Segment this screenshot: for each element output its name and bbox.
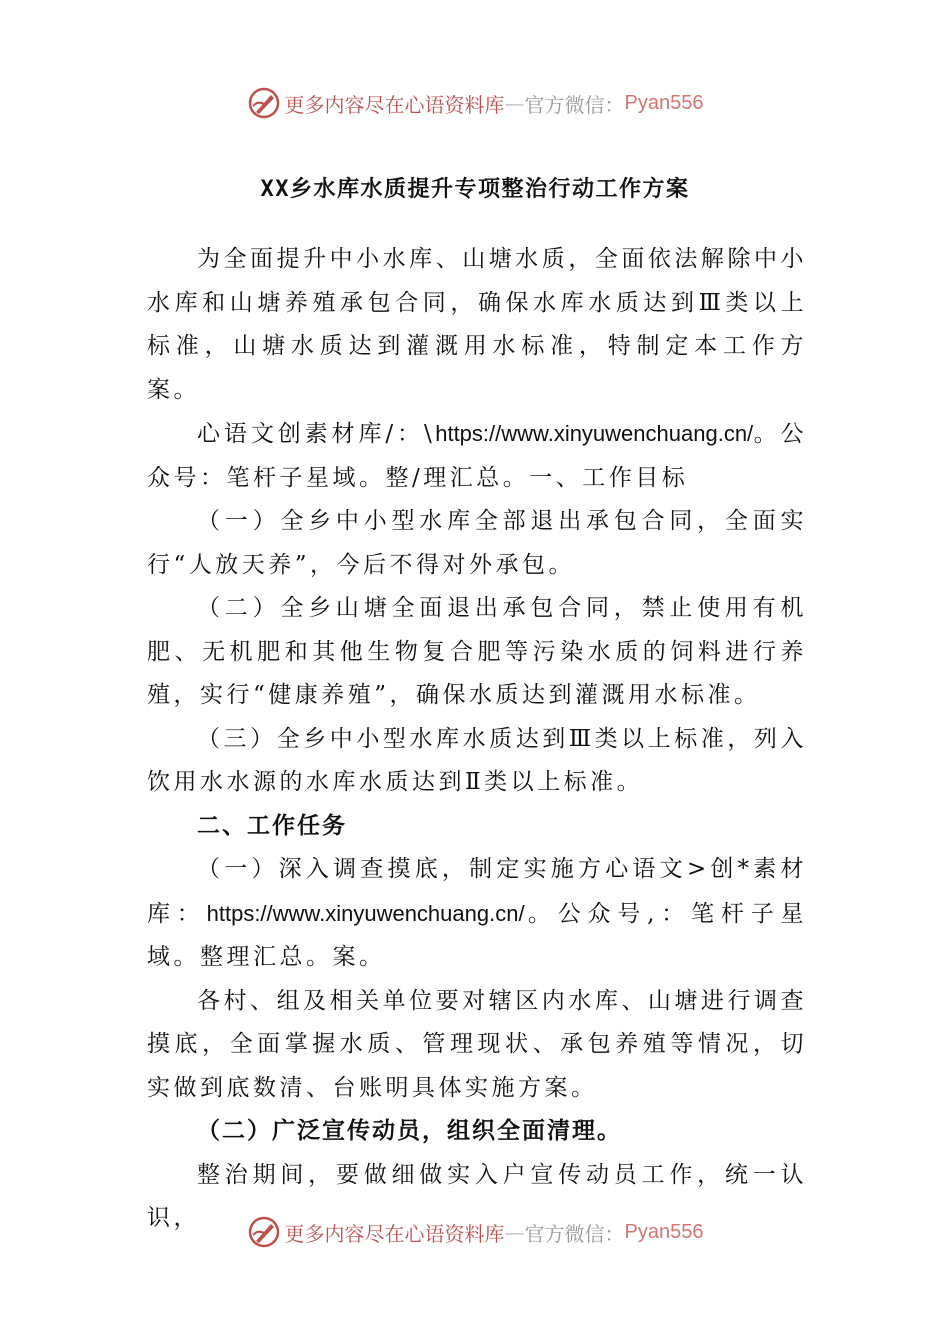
section-heading-tasks: 二、工作任务 <box>197 812 347 839</box>
paragraph-intro: 为全面提升中小水库、山塘水质，全面依法解除中小水库和山塘养殖承包合同，确保水库水质达到Ⅲ类以上标准，山塘水质达到灌溉用水标准，特制定本工作方案。 <box>147 246 807 403</box>
paragraph-task-1 <box>147 848 807 980</box>
paragraph-goal-1: （一）全乡中小型水库全部退出承包合同，全面实行“人放天养”，今后不得对外承包。 <box>147 508 807 578</box>
banner-label: 官方微信： <box>524 92 625 117</box>
banner-site-text: 更多内容尽在心语资料库 <box>284 1221 505 1246</box>
source-note-prefix: 心语文创素材库/：\ <box>197 421 436 447</box>
task-1-prefix: （一）深入调查摸底，制定实施方心语文>创*素材库： <box>147 856 807 927</box>
paragraph-goal-3: （三）全乡中小型水库水质达到Ⅲ类以上标准，列入饮用水水源的水库水质达到Ⅱ类以上标准。 <box>147 725 807 795</box>
paragraph-task-1-detail: 各村、组及相关单位要对辖区内水库、山塘进行调查摸底，全面掌握水质、管理现状、承包养殖等情况，切实做到底数清、台账明具体实施方案。 <box>147 987 807 1101</box>
document-title: XX乡水库水质提升专项整治行动工作方案 <box>260 177 690 202</box>
header-watermark-banner <box>0 83 950 123</box>
paragraph-source-note <box>147 412 807 500</box>
pen-circle-logo-icon <box>247 1215 281 1249</box>
document-body <box>147 238 807 1241</box>
banner-label: 官方微信： <box>524 1221 625 1246</box>
banner-site-text: 更多内容尽在心语资料库 <box>284 92 505 117</box>
paragraph-goal-2: （二）全乡山塘全面退出承包合同，禁止使用有机肥、无机肥和其他生物复合肥等污染水质的饲料进行养殖，实行“健康养殖”，确保水质达到灌溉用水标准。 <box>147 595 807 708</box>
banner-account-id: Pyan556 <box>624 91 704 114</box>
footer-watermark-banner <box>0 1212 950 1252</box>
task-url-link[interactable]: https://www.xinyuwenchuang.cn/ <box>206 900 525 926</box>
task-1-suffix: 。公众号,：笔杆子星域。整理汇总。案。 <box>147 900 808 970</box>
pen-circle-logo-icon <box>247 86 281 120</box>
paragraph-task-2: 整治期间，要做细做实入户宣传动员工作，统一认识， <box>147 1161 807 1231</box>
source-url-link[interactable]: https://www.xinyuwenchuang.cn/ <box>435 421 754 446</box>
banner-dash: — <box>504 91 525 115</box>
banner-dash: — <box>504 1220 525 1244</box>
banner-account-id: Pyan556 <box>624 1220 704 1243</box>
source-note-suffix: 。公众号：笔杆子星域。整/理汇总。一、工作目标 <box>147 421 807 491</box>
subheading-task-2: （二）广泛宣传动员，组织全面清理。 <box>197 1118 622 1144</box>
